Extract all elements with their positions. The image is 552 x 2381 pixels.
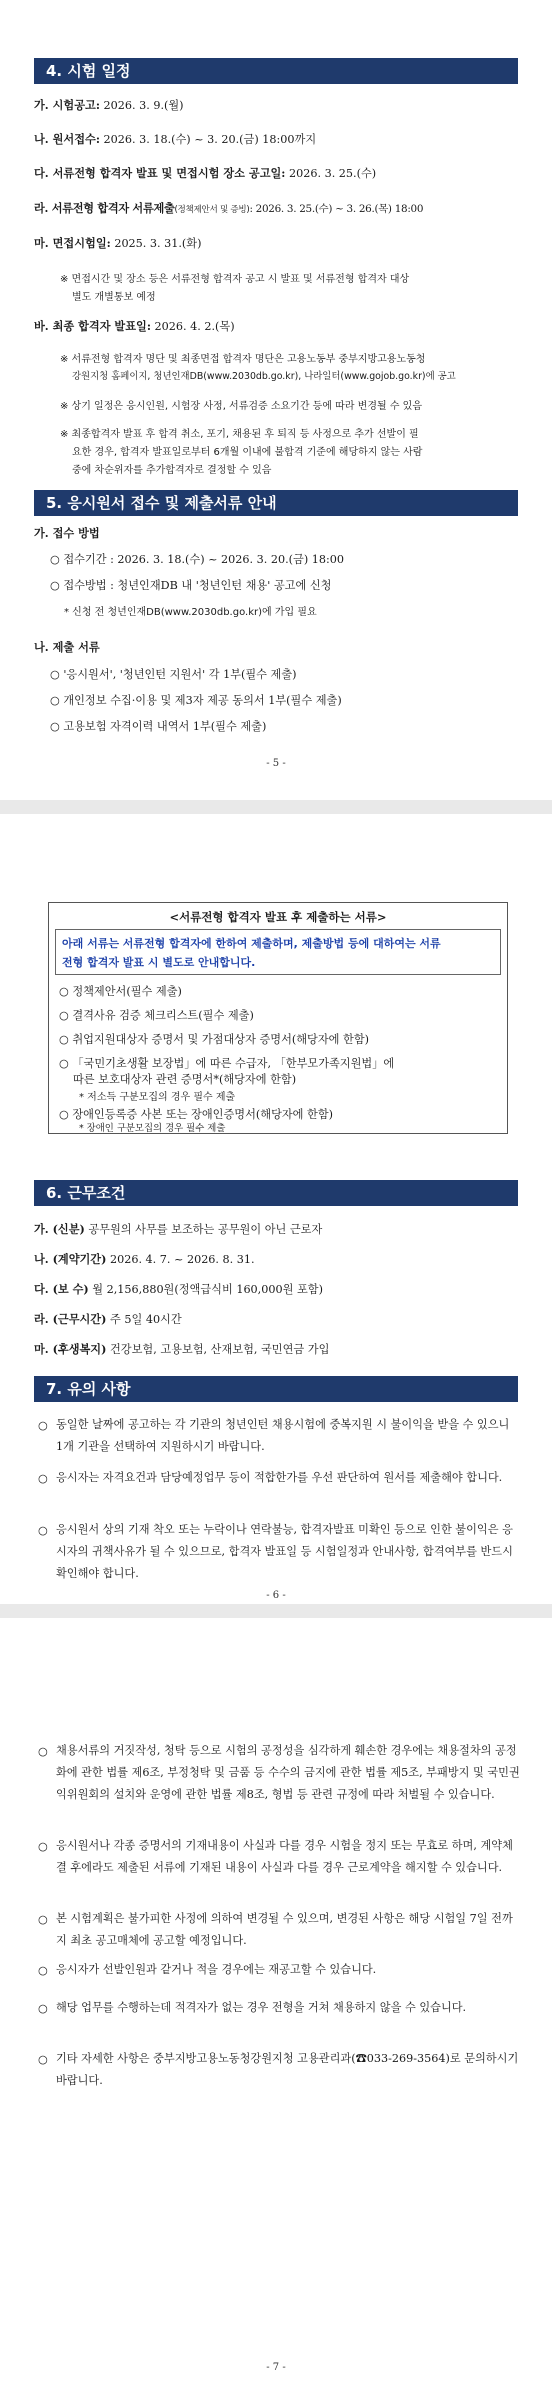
caution-note-7: 응시자가 선발인원과 같거나 적을 경우에는 재공고할 수 있습니다. — [56, 1963, 377, 1976]
post-pass-documents-box — [48, 902, 508, 1134]
cond-pay: 다. (보 수) 월 2,156,880원(정액급식비 160,000원 포함) — [34, 1282, 323, 1296]
page-number: - 6 - — [266, 1590, 286, 1601]
schedule-item-b: 나. 원서접수: 2026. 3. 18.(수) ~ 3. 20.(금) 18:00까지 — [34, 132, 317, 146]
method-item-how: ○ 접수방법 : 청년인재DB 내 '청년인턴 채용' 공고에 신청 — [50, 579, 332, 592]
section-7-header: 7. 유의 사항 — [34, 1376, 518, 1402]
box-item-bonus-cert: ○ 취업지원대상자 증명서 및 가점대상자 증명서(해당자에 한함) — [59, 1033, 370, 1046]
interview-note-line2: 별도 개별통보 예정 — [72, 292, 156, 303]
final-note2: ※ 상기 일정은 응시인원, 시험장 사정, 서류검증 소요기간 등에 따라 변경될 수 있음 — [60, 401, 423, 412]
final-note3-line1: ※ 최종합격자 발표 후 합격 취소, 포기, 채용된 후 퇴직 등 사정으로 추가 선발이 필 — [60, 429, 419, 440]
docs-heading: 나. 제출 서류 — [34, 640, 100, 654]
bullet-circle: ○ — [38, 1840, 48, 1853]
schedule-item-d: 라. 서류전형 합격자 서류제출(정책제안서 및 증빙): 2026. 3. 25.(수) ~ 3. 26.(목) 18:00 — [34, 201, 424, 215]
box-item-checklist: ○ 결격사유 검증 체크리스트(필수 제출) — [59, 1009, 254, 1022]
schedule-item-e: 마. 면접시험일: 2025. 3. 31.(화) — [34, 236, 202, 250]
cond-status: 가. (신분) 공무원의 사무를 보조하는 공무원이 아닌 근로자 — [34, 1222, 323, 1236]
caution-note-8: 해당 업무를 수행하는데 적격자가 없는 경우 전형을 거쳐 채용하지 않을 수 있습니다. — [56, 2001, 467, 2014]
document-page-6 — [0, 814, 552, 1604]
box-notice — [55, 929, 501, 975]
bullet-circle: ○ — [38, 1913, 48, 1926]
caution-note-2: 응시자는 자격요건과 담당예정업무 등이 적합한가를 우선 판단하여 원서를 제출해야 합니다. — [56, 1471, 503, 1484]
bullet-circle: ○ — [38, 1419, 48, 1432]
bullet-circle: ○ — [38, 1964, 48, 1977]
page-number: - 7 - — [266, 2362, 286, 2373]
docs-item-application: ○ '응시원서', '청년인턴 지원서' 각 1부(필수 제출) — [50, 668, 297, 681]
box-title: <서류전형 합격자 발표 후 제출하는 서류> — [169, 910, 387, 924]
document-page-7 — [0, 1618, 552, 2381]
bullet-circle: ○ — [38, 2053, 48, 2066]
bullet-circle: ○ — [38, 1745, 48, 1758]
section-4-header: 4. 시험 일정 — [34, 58, 518, 84]
section-5-header: 5. 응시원서 접수 및 제출서류 안내 — [34, 490, 518, 516]
final-note3-line3: 중에 차순위자를 추가합격자로 결정할 수 있음 — [72, 465, 272, 476]
box-note-disability: * 장애인 구분모집의 경우 필수 제출 — [79, 1123, 226, 1134]
box-notice-line2: 전형 합격자 발표 시 별도로 안내합니다. — [62, 956, 256, 969]
caution-note-6: 본 시험계획은 불가피한 사정에 의하여 변경될 수 있으며, 변경된 사항은 해당 시험일 7일 전까지 최초 공고매체에 공고할 예정입니다. — [56, 1912, 513, 1947]
caution-note-9: 기타 자세한 사항은 중부지방고용노동청강원지청 고용관리과(☎033-269-3564)로 문의하시기 바랍니다. — [56, 2052, 519, 2087]
caution-note-5: 응시원서나 각종 증명서의 기재내용이 사실과 다를 경우 시험을 정지 또는 무효로 하며, 계약체결 후에라도 제출된 서류에 기재된 내용이 사실과 다를 경우 근로계약을 해지할 수 있습니다. — [56, 1839, 513, 1874]
section-6-header: 6. 근무조건 — [34, 1180, 518, 1206]
box-item-proposal: ○ 정책제안서(필수 제출) — [59, 985, 182, 998]
schedule-item-a: 가. 시험공고: 2026. 3. 9.(월) — [34, 98, 184, 112]
caution-note-3: 응시원서 상의 기재 착오 또는 누락이나 연락불능, 합격자발표 미확인 등으로 인한 불이익은 응시자의 귀책사유가 될 수 있으므로, 합격자 발표일 등 시험일정과 안내사항, 합격여부를 반드시 확인해야 합니다. — [56, 1523, 513, 1580]
cond-hours: 라. (근무시간) 주 5일 40시간 — [34, 1312, 182, 1326]
bullet-circle: ○ — [38, 1524, 48, 1537]
schedule-item-c: 다. 서류전형 합격자 발표 및 면접시험 장소 공고일: 2026. 3. 25.(수) — [34, 166, 377, 180]
caution-note-4: 채용서류의 거짓작성, 청탁 등으로 시험의 공정성을 심각하게 훼손한 경우에는 채용절차의 공정화에 관한 법률 제6조, 부정청탁 및 금품 등 수수의 금지에 관한 법률 제5조, 부패방지 및 국민권익위원회의 설치와 운영에 관한 법률 제8조, 형법 등 관련 규정에 따라 처벌될 수 있습니다. — [56, 1744, 520, 1801]
box-notice-line1: 아래 서류는 서류전형 합격자에 한하여 제출하며, 제출방법 등에 대하여는 서류 — [62, 937, 441, 950]
box-note-low-income: * 저소득 구분모집의 경우 필수 제출 — [79, 1092, 236, 1103]
box-item-welfare-cert: ○ 「국민기초생활 보장법」에 따른 수급자, 「한부모가족지원법」에 — [59, 1057, 395, 1070]
interview-note-line1: ※ 면접시간 및 장소 등은 서류전형 합격자 공고 시 발표 및 서류전형 합격자 대상 — [60, 274, 410, 285]
document-page-5 — [0, 0, 552, 800]
method-heading: 가. 접수 방법 — [34, 526, 100, 540]
docs-item-consent: ○ 개인정보 수집·이용 및 제3자 제공 동의서 1부(필수 제출) — [50, 694, 342, 707]
bullet-circle: ○ — [38, 1472, 48, 1485]
caution-note-1: 동일한 날짜에 공고하는 각 기관의 청년인턴 채용시험에 중복지원 시 불이익을 받을 수 있으니 1개 기관을 선택하여 지원하시기 바랍니다. — [56, 1418, 510, 1453]
bullet-circle: ○ — [38, 2002, 48, 2015]
final-note3-line2: 요한 경우, 합격자 발표일로부터 6개월 이내에 불합격 기준에 해당하지 않는 사람 — [72, 447, 423, 458]
method-note: * 신청 전 청년인재DB(www.2030db.go.kr)에 가입 필요 — [64, 607, 317, 618]
box-item-welfare-cert-cont: 따른 보호대상자 관련 증명서*(해당자에 한함) — [73, 1073, 297, 1086]
final-announcement: 바. 최종 합격자 발표일: 2026. 4. 2.(목) — [34, 319, 235, 333]
method-item-period: ○ 접수기간 : 2026. 3. 18.(수) ~ 2026. 3. 20.(금) 18:00 — [50, 553, 344, 566]
final-note1-line2: 강원지청 홈페이지, 청년인재DB(www.2030db.go.kr), 나라일터(www.gojob.go.kr)에 공고 — [72, 371, 456, 382]
final-note1-line1: ※ 서류전형 합격자 명단 및 최종면접 합격자 명단은 고용노동부 중부지방고용노동청 — [60, 354, 426, 365]
docs-item-insurance: ○ 고용보험 자격이력 내역서 1부(필수 제출) — [50, 720, 267, 733]
box-item-disability: ○ 장애인등록증 사본 또는 장애인증명서(해당자에 한함) — [59, 1108, 334, 1121]
page-number: - 5 - — [266, 758, 286, 769]
cond-welfare: 마. (후생복지) 건강보험, 고용보험, 산재보험, 국민연금 가입 — [34, 1342, 330, 1356]
cond-contract: 나. (계약기간) 2026. 4. 7. ~ 2026. 8. 31. — [34, 1252, 255, 1266]
